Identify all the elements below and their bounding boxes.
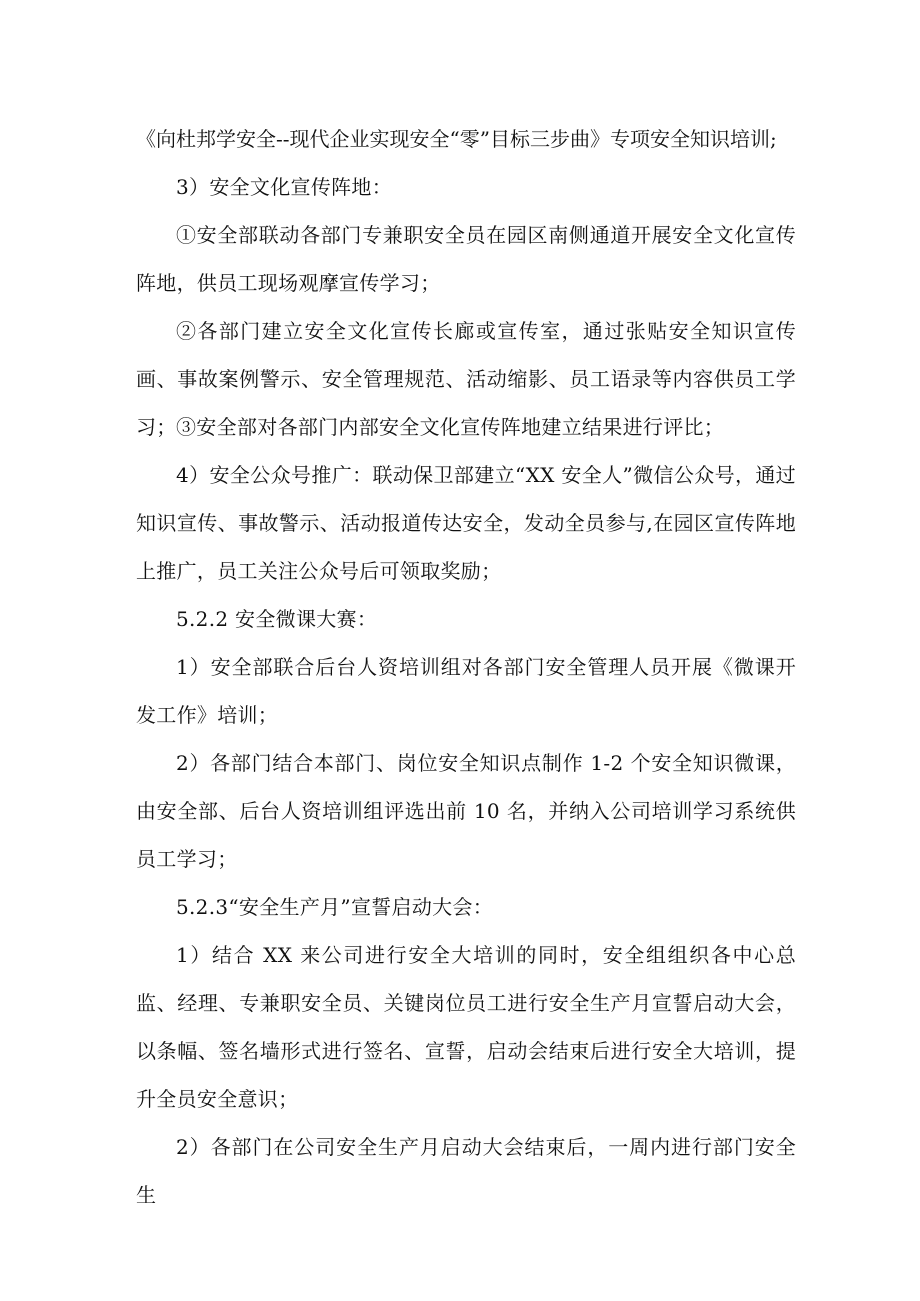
paragraph-522-item-1: 1）安全部联合后台人资培训组对各部门安全管理人员开展《微课开发工作》培训； xyxy=(136,655,796,727)
paragraph-item-2: ②各部门建立安全文化宣传长廊或宣传室，通过张贴安全知识宣传画、事故案例警示、安全管理规范、活动缩影、员工语录等内容供员工学习； xyxy=(136,319,796,439)
paragraph-training-title: 《向杜邦学安全--现代企业实现安全“零”目标三步曲》专项安全知识培训; xyxy=(136,127,777,151)
heading-5-2-2: 5.2.2 安全微课大赛： xyxy=(176,607,378,631)
paragraph-522-item-2: 2）各部门结合本部门、岗位安全知识点制作 1-2 个安全知识微课，由安全部、后台人资培训组评选出前 10 名，并纳入公司培训学习系统供员工学习； xyxy=(136,751,796,871)
paragraph-item-3: ③安全部对各部门内部安全文化宣传阵地建立结果进行评比； xyxy=(176,415,725,439)
paragraph-section-3: 3）安全文化宣传阵地： xyxy=(176,175,393,199)
paragraph-523-item-2: 2）各部门在公司安全生产月启动大会结束后，一周内进行部门安全生 xyxy=(136,1135,796,1207)
paragraph-section-4: 4）安全公众号推广：联动保卫部建立“XX 安全人”微信公众号，通过知识宣传、事故警示、活动报道传达安全，发动全员参与,在园区宣传阵地上推广，员工关注公众号后可领取奖励； xyxy=(136,463,796,583)
paragraph-item-1: ①安全部联动各部门专兼职安全员在园区南侧通道开展安全文化宣传阵地，供员工现场观摩宣传学习； xyxy=(136,223,796,295)
paragraph-523-item-1: 1）结合 XX 来公司进行安全大培训的同时，安全组组织各中心总监、经理、专兼职安全员、关键岗位员工进行安全生产月宣誓启动大会，以条幅、签名墙形式进行签名、宣誓，启动会结束后进行安全大培训，提升全员安全意识； xyxy=(136,943,796,1111)
heading-5-2-3: 5.2.3“安全生产月”宣誓启动大会： xyxy=(176,895,494,919)
